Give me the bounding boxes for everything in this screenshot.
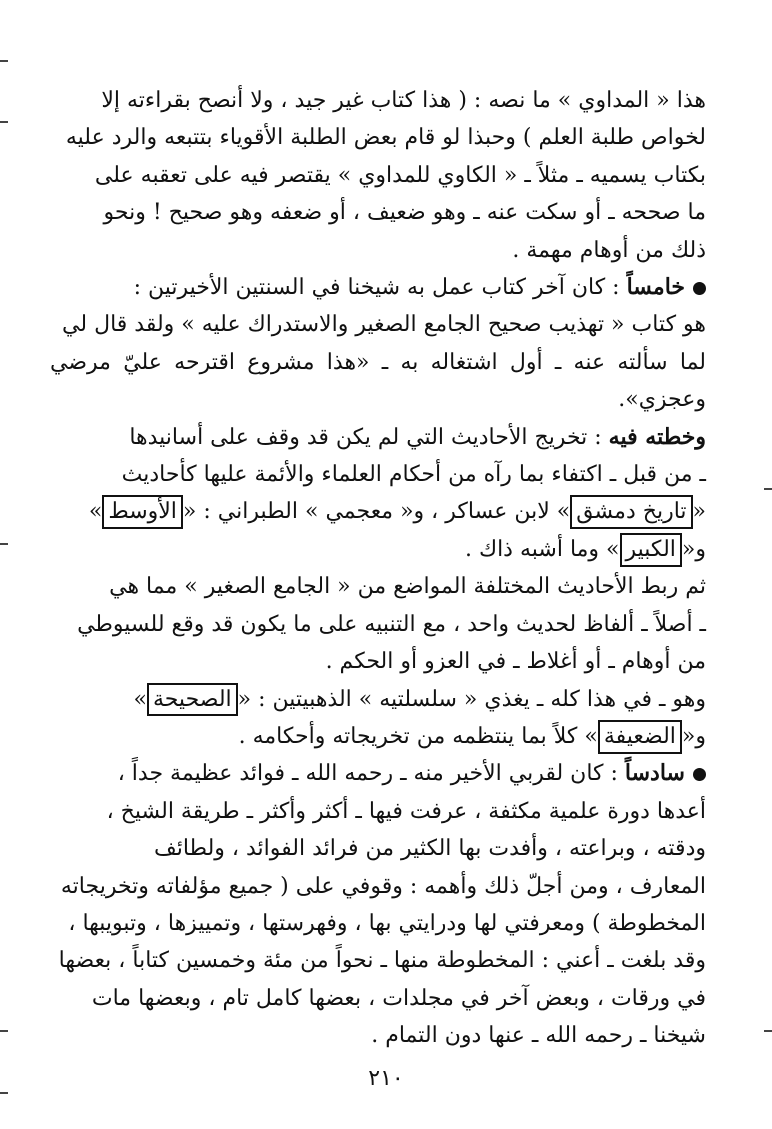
- text-line: ما صححه ـ أو سكت عنه ـ وهو ضعيف ، أو ضعفه وهو صحيح ! ونحو: [103, 200, 706, 226]
- text-span: » وما أشبه ذاك .: [464, 536, 620, 562]
- margin-mark: [0, 1092, 8, 1094]
- section-6-heading-line: [50, 755, 706, 792]
- margin-mark: [764, 1030, 772, 1032]
- section-label: وخطته فيه: [608, 423, 706, 450]
- boxed-book-title: الأوسط: [102, 495, 183, 529]
- text-line: شيخنا ـ رحمه الله ـ عنها دون التمام .: [371, 1023, 706, 1049]
- boxed-book-title: تاريخ دمشق: [570, 495, 692, 529]
- page-number: ٢١٠: [368, 1066, 404, 1091]
- text-line: ذلك من أوهام مهمة .: [512, 237, 706, 263]
- margin-mark: [0, 1030, 8, 1032]
- text-line: لما سألته عنه ـ أول اشتغاله به ـ «هذا مشروع اقترحه عليّ مرضي وعجزي».: [50, 349, 706, 413]
- plan-heading-line: [50, 419, 706, 456]
- text-span: : تخريج الأحاديث التي لم يكن قد وقف على أسانيدها: [129, 424, 609, 450]
- text-line: ـ من قبل ـ اكتفاء بما رآه من أحكام العلماء والأئمة عليها كأحاديث: [121, 462, 706, 488]
- text-line: المخطوطة ) ومعرفتي لها ودرايتي بها ، وفهرستها ، وتمييزها ، وتبويبها ،: [68, 910, 706, 936]
- margin-mark: [0, 543, 8, 545]
- text-span: وهو ـ في هذا كله ـ يغذي « سلسلتيه » الذهبيتين : «: [237, 686, 706, 712]
- text-span: »: [133, 686, 147, 712]
- page-body: [50, 82, 706, 1055]
- text-span: «: [692, 499, 706, 525]
- margin-mark: [764, 488, 772, 490]
- section-label: سادساً: [624, 760, 685, 787]
- text-span: : كان لقربي الأخير منه ـ رحمه الله ـ فوائد عظيمة جداً ،: [117, 761, 625, 787]
- section-5-heading-line: [50, 269, 706, 306]
- bullet-icon: [693, 282, 706, 295]
- text-span: » كلاً بما ينتظمه من تخريجاته وأحكامه .: [238, 723, 598, 749]
- text-line: بكتاب يسميه ـ مثلاً ـ « الكاوي للمداوي » يقتصر فيه على تعقبه على: [94, 162, 706, 188]
- text-line: من أوهام ـ أو أغلاط ـ في العزو أو الحكم .: [325, 649, 706, 675]
- text-line: [50, 493, 706, 530]
- text-line: ودقته ، وبراعته ، وأفدت بها الكثير من فرائد الفوائد ، ولطائف: [153, 836, 706, 862]
- text-line: [50, 681, 706, 718]
- text-span: و«: [681, 723, 706, 749]
- text-line: في ورقات ، وبعض آخر في مجلدات ، بعضها كامل تام ، وبعضها مات: [91, 985, 706, 1011]
- text-line: ـ أصلاً ـ ألفاظ لحديث واحد ، مع التنبيه على ما يكون قد وقع للسيوطي: [77, 611, 706, 637]
- text-line: وقد بلغت ـ أعني : المخطوطة منها ـ نحواً من مئة وخمسين كتاباً ، بعضها: [58, 948, 706, 974]
- text-line: [50, 531, 706, 568]
- text-line: هو كتاب « تهذيب صحيح الجامع الصغير والاستدراك عليه » ولقد قال لي: [62, 312, 706, 338]
- text-line: أعدها دورة علمية مكثفة ، عرفت فيها ـ أكثر وأكثر ـ طريقة الشيخ ،: [106, 798, 706, 824]
- bullet-icon: [693, 768, 706, 781]
- section-label: خامساً: [626, 274, 685, 301]
- margin-mark: [0, 121, 8, 123]
- boxed-book-title: الكبير: [620, 533, 682, 567]
- boxed-book-title: الصحيحة: [147, 683, 238, 717]
- text-line: لخواص طلبة العلم ) وحبذا لو قام بعض الطلبة الأقوياء بتتبعه والرد عليه: [65, 125, 706, 151]
- text-span: : كان آخر كتاب عمل به شيخنا في السنتين الأخيرتين :: [133, 275, 627, 301]
- text-span: » لابن عساكر ، و« معجمي » الطبراني : «: [182, 499, 571, 525]
- text-line: [50, 718, 706, 755]
- text-line: هذا « المداوي » ما نصه : ( هذا كتاب غير جيد ، ولا أنصح بقراءته إلا: [101, 88, 706, 113]
- boxed-book-title: الضعيفة: [598, 720, 682, 754]
- text-line: ثم ربط الأحاديث المختلفة المواضع من « الجامع الصغير » مما هي: [109, 574, 706, 600]
- text-span: »: [88, 499, 103, 525]
- text-span: و«: [681, 536, 706, 562]
- text-line: المعارف ، ومن أجلّ ذلك وأهمه : وقوفي على ( جميع مؤلفاته وتخريجاته: [60, 873, 706, 899]
- margin-mark: [0, 60, 8, 62]
